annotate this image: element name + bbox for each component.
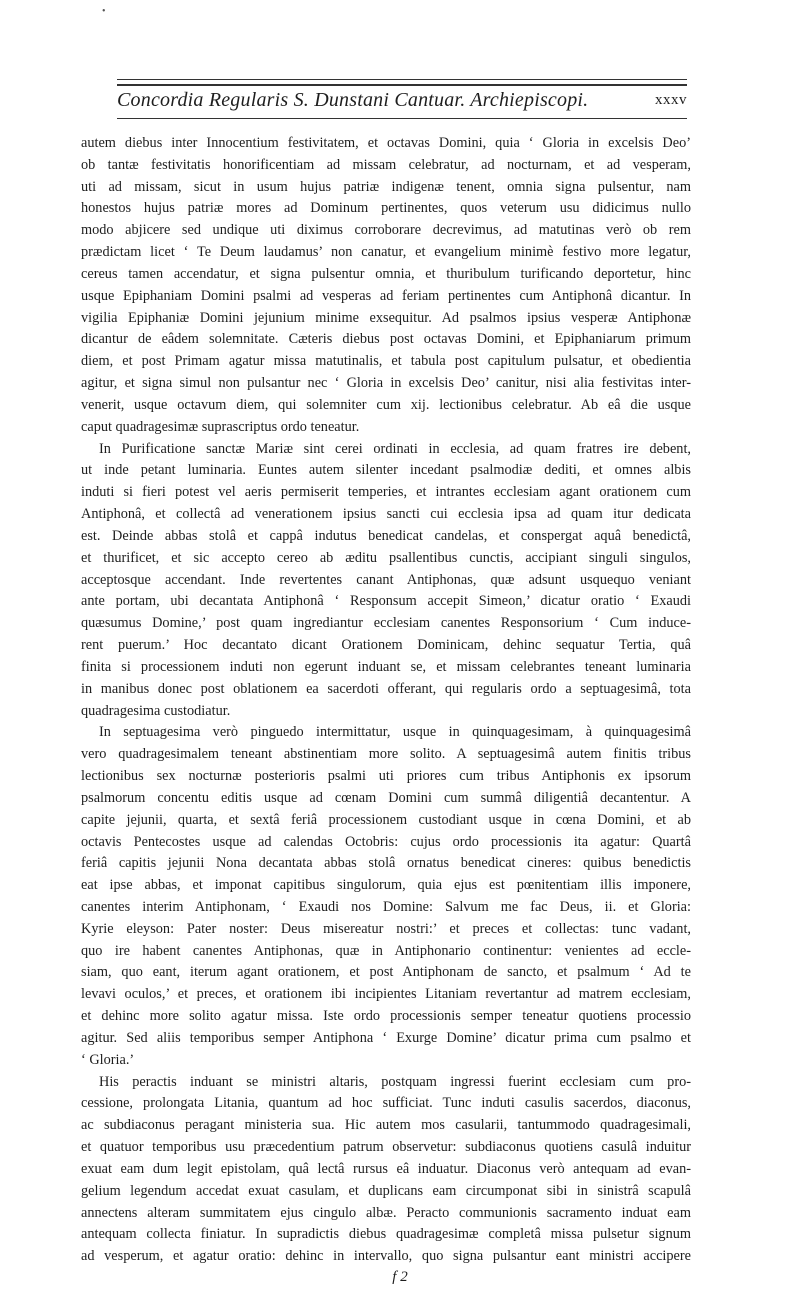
text-line: octavis Pentecostes usque ad calendas Octobris: cujus ordo processionis ita agatur: Quartâ: [81, 833, 691, 850]
text-line: prædictam licet ‘ Te Deum laudamus’ non canatur, et evangelium minimè festivo more legatur,: [81, 244, 691, 261]
text-line: et thurificet, et sic accepto cereo ab æditu psallentibus cunctis, accipiant singuli singulos,: [81, 549, 691, 566]
text-line: usque Epiphaniam Domini psalmi ad vesperas ad feriam pertinentes cum Antiphonâ dicantur. In: [81, 287, 691, 304]
signature-mark: f 2: [392, 1269, 408, 1285]
text-line: ac subdiaconus peragant ministeria sua. Hic autem mos casularii, tantummodo quadragesimali,: [81, 1117, 691, 1134]
text-line: acceptosque accendant. Inde revertentes canant Antiphonas, quæ adsunt usquequo veniant: [81, 571, 691, 588]
text-line: diem, et post Primam agatur missa matutinalis, et tabula post capitulum pulsatur, et obedientia: [81, 353, 691, 370]
text-line: exuat eam dum legit epistolam, quâ lectâ rursus eâ induatur. Diaconus verò antequam ad evan-: [81, 1160, 691, 1177]
page-speck: •: [102, 6, 106, 17]
text-line: canentes interim Antiphonam, ‘ Exaudi nos Domine: Salvum me fac Deus, ii. et Gloria:: [81, 898, 691, 915]
text-line: lectionibus sex nocturnæ posterioris psalmi uti priores cum tribus Antiphonis ex ipsorum: [81, 768, 691, 785]
text-line: caput quadragesimæ suprascriptus ordo teneatur.: [81, 418, 360, 435]
header-rule-upper: [117, 79, 687, 80]
text-line: quadragesima custodiatur.: [81, 702, 231, 719]
text-line: vero quadragesimalem teneant abstinentiam more solito. A septuagesimâ autem finitis tribus: [81, 746, 691, 763]
text-line: in manibus donec post oblationem ea sacerdoti offerant, qui regularis ordo a septuagesimâ, tota: [81, 680, 691, 697]
text-line: antequam collecta finiatur. In supradictis diebus quadragesimæ completâ missa pulsetur signum: [81, 1226, 691, 1243]
text-line: siam, quo eant, iterum agant orationem, et post Antiphonam de sancto, et psalmum ‘ Ad te: [81, 964, 691, 981]
text-line: ante portam, ubi decantata Antiphonâ ‘ Responsum accepit Simeon,’ dicatur oratio ‘ Exaudi: [81, 593, 691, 610]
text-line: ad vesperum, et agatur oratio: dehinc in intervallo, quo signa pulsantur eant ministri accipere: [81, 1248, 691, 1265]
text-line: Kyrie eleyson: Pater noster: Deus misereatur nostri:’ et preces et collectas: tunc vadant,: [81, 920, 691, 937]
text-line: ut inde petant luminaria. Euntes autem silenter incedant psalmodiæ dediti, et omnes albis: [81, 462, 691, 479]
body-text: [81, 133, 691, 1268]
text-line: feriâ capitis jejunii Nona decantata abbas stolâ ornatus benedicat cineres: quibus benedictis: [81, 855, 691, 872]
text-line: psalmorum concentu editis usque ad cœnam Domini cum summâ diligentiâ decantentur. A: [81, 789, 691, 806]
text-line: uti ad missam, sicut in usum hujus patriæ indigenæ tenent, omnia signa pulsentur, nam: [81, 178, 691, 195]
text-line: finita si processionem induti non egerunt induant se, et missam celebrantes teneant luminaria: [81, 658, 691, 675]
text-line: modo abjicere sed undique uti diximus corroborare decrevimus, ad matutinas verò ob rem: [81, 222, 691, 239]
running-title: Concordia Regularis S. Dunstani Cantuar. Archiepiscopi.: [117, 88, 589, 111]
text-line: induti si fieri potest vel aeris permiserit temperies, et intrantes ecclesiam agant orationem cum: [81, 484, 691, 501]
text-line: agitur, et signa simul non pulsantur nec ‘ Gloria in excelsis Deo’ canitur, nisi alia festivitas inter-: [81, 375, 691, 392]
running-header: [117, 86, 687, 114]
text-line: quæsumus Domine,’ post quam ingrediantur ecclesiam canentes Responsorium ‘ Cum induce-: [81, 615, 691, 632]
text-line: et quatuor temporibus usu præcedentium patrum observetur: subdiaconus quotiens casulâ induitur: [81, 1139, 691, 1156]
text-line: autem diebus inter Innocentium festivitatem, et octavas Domini, quia ‘ Gloria in excelsis Deo’: [81, 135, 691, 151]
text-line: cessione, prolongata Litania, quantum ad hoc sufficiat. Tunc induti casulis sacerdos, diaconus,: [81, 1095, 691, 1112]
text-line: capite jejunii, quarta, et sextâ feriâ processionem custodiant usque in cœna Domini, et ab: [81, 811, 691, 828]
text-line: et dehinc more solito agatur missa. Iste ordo processionis semper teneatur quotiens processio: [81, 1008, 691, 1025]
text-line: annectens alteram summitatem ejus cingulo albæ. Peracto communionis sacramento induat eam: [81, 1204, 691, 1221]
text-line: gelium legendum accedat exuat casulam, et duplicans eam circumponat sibi in sinistrâ scapulâ: [81, 1182, 691, 1199]
text-line: rent puerum.’ Hoc decantato dicant Orationem Dominicam, dehinc sequatur Tertia, quâ: [81, 637, 691, 654]
text-line: levavi oculos,’ et preces, et orationem ibi incipientes Litaniam revertantur ad matrem ecclesiam,: [81, 986, 691, 1003]
text-line: eat ipse abbas, et imponat capitibus singulorum, quia ejus est pœnitentiam illis imponere,: [81, 877, 691, 894]
text-line: dicantur de eâdem solemnitate. Cæteris diebus post octavas Domini, et Epiphaniarum primum: [81, 331, 691, 348]
text-line: cereus tamen accendatur, et signa pulsentur omnia, et thuribulum turificando deportetur, hinc: [81, 265, 691, 282]
text-line: vigilia Epiphaniæ Domini jejunium minime exsequitur. Ad psalmos ipsius vesperæ Antiphonæ: [81, 309, 691, 326]
page-number: xxxv: [655, 91, 687, 108]
header-rule-lower: [117, 118, 687, 119]
text-line: quo ire habent canentes Antiphonas, quæ in Antiphonario continentur: venientes ad eccle-: [81, 942, 691, 959]
text-line: est. Deinde abbas stolâ et cappâ indutus benedicat candelas, et conspergat aquâ benedictâ,: [81, 527, 691, 544]
text-line: honestos hujus patriæ mores ad Dominum pertinentes, quos veterum usu didicimus nullo: [81, 200, 691, 217]
text-line: venerit, usque octavum diem, qui solemniter cum xij. lectionibus celebratur. Ab eâ die usque: [81, 396, 691, 413]
text-line: His peractis induant se ministri altaris, postquam ingressi fuerint ecclesiam cum pro-: [99, 1073, 691, 1090]
text-line: In Purificatione sanctæ Mariæ sint cerei ordinati in ecclesia, ad quam fratres ire debent,: [99, 440, 691, 457]
text-line: ob tantæ festivitatis honorificentiam ad missam celebratur, ad nocturnam, et ad vesperam,: [81, 156, 691, 173]
text-line: Antiphonâ, et collectâ ad venerationem ipsius sancti cui ecclesia ipsa ad quam itur dedicata: [81, 506, 691, 523]
text-line: In septuagesima verò pinguedo intermittatur, usque in quinquagesimam, à quinquagesimâ: [99, 724, 691, 741]
text-line: ‘ Gloria.’: [81, 1051, 135, 1068]
text-line: agitur. Sed aliis temporibus semper Antiphona ‘ Exurge Domine’ dicatur prima cum psalmo et: [81, 1029, 691, 1046]
